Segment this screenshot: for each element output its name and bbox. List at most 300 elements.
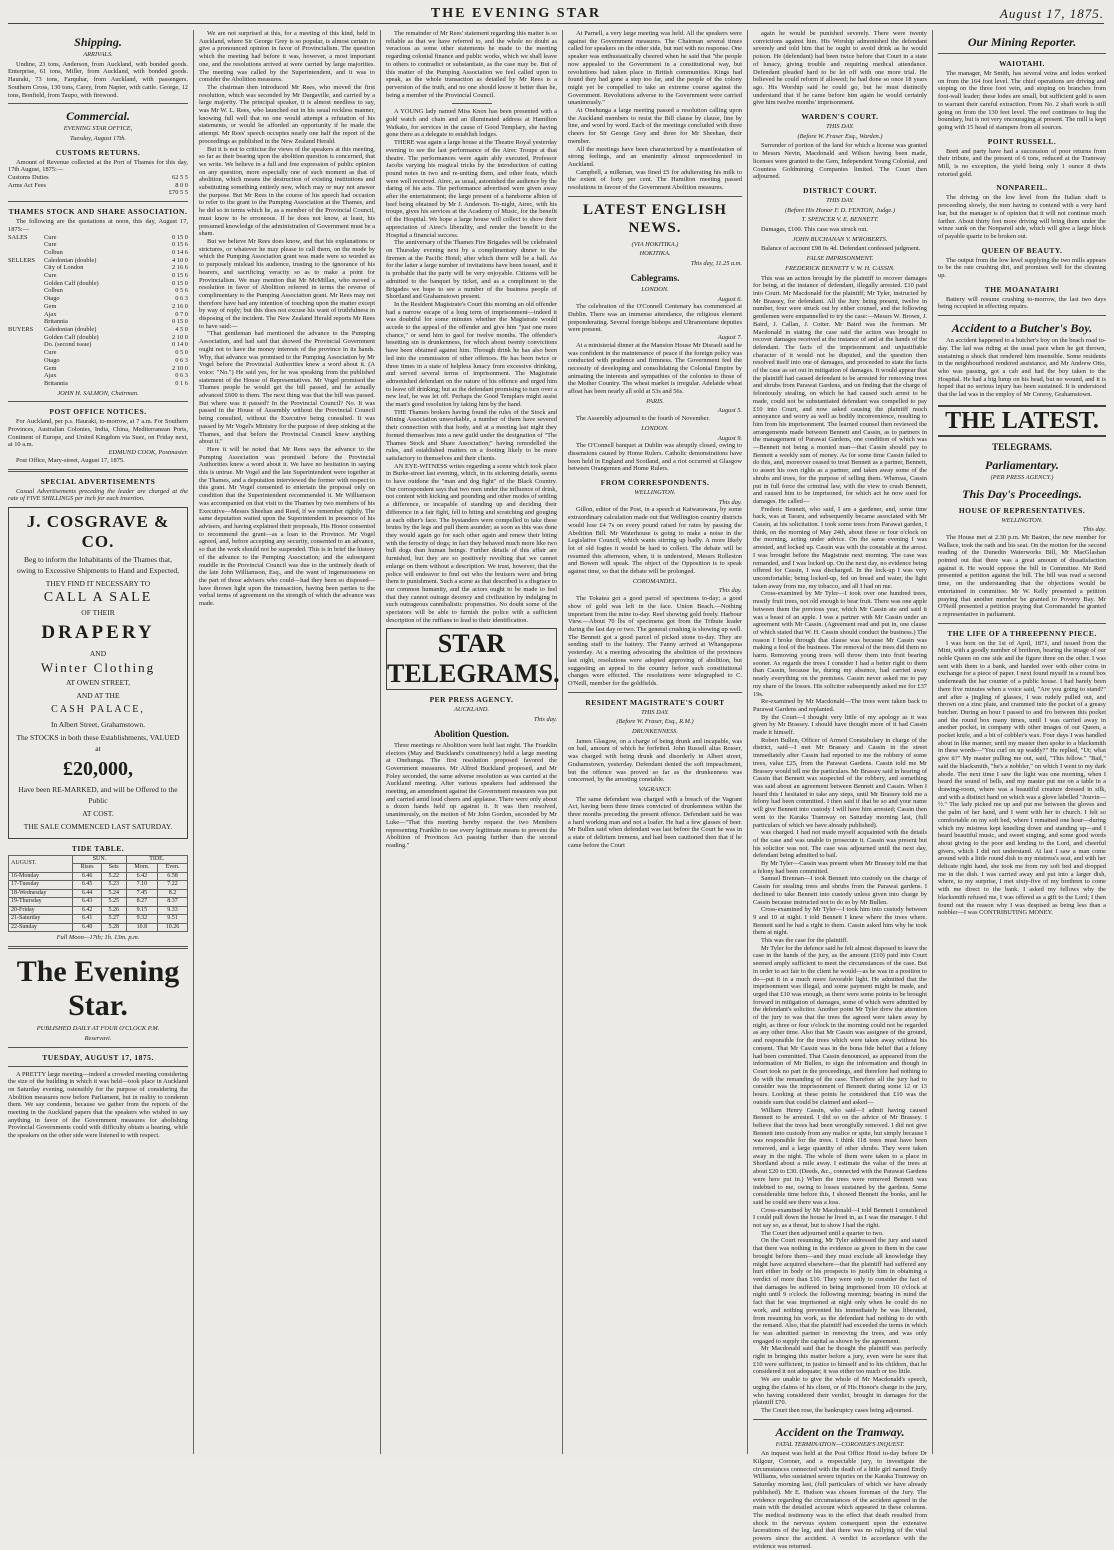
butcher-paragraph: An accident happened to a butcher's boy on the beach road to-day. The lad was riding at the usual pace when he got thrown, sustaining a shock that rendered him insensible. Some residents in the neighbourhood rendered assistance, and Mr Andrew Otto, who was passing, got a cab and had the boy taken to the Hospital. He had a big lump on his head, but no wound, and it is hoped that no serious injury has been sustained. It is understood that the lad was in the employ of Mr Conroy, Grahamstown. bbox=[938, 337, 1106, 399]
parliamentary-heading: Parliamentary. bbox=[985, 457, 1059, 472]
commercial-office: EVENING STAR OFFICE, bbox=[63, 125, 133, 133]
news-when: This day, 11.25 a.m. bbox=[690, 260, 742, 268]
court-paragraph: By the Court—I thought very little of my apology as it was given by Mr Brassey. I should have thought more of it had Cassin made it himself. bbox=[753, 713, 927, 737]
court-case: FREDERICK BENNETT V. W. H. CASSIN. bbox=[785, 264, 895, 272]
customs-value: 8 0 0 bbox=[175, 181, 188, 189]
mine-paragraph: The driving on the low level from the Italian shaft is proceeding slowly, the men having to contend with a very hard bar, but the manager is of opinion that it will not continue much farther. About thirty feet more driving will bring them under the winze sunk on the Nonpareil side, which will give a large block of payable quartz to be broken out. bbox=[938, 194, 1106, 240]
share-row bbox=[8, 341, 188, 349]
share-price: 0 15 0 bbox=[172, 318, 188, 326]
tide-cell: 8.27 bbox=[126, 898, 158, 907]
shipping-text: Undine, 23 tons, Anderson, from Auckland, with bonded goods. Enterprise, 61 tons, Miller, from Auckland, with bonded goods. Hauraki, 73 tons, Farquhar, from Auckland, with passengers. Southern Cross, 130 tons, Carey, from Napier, with cattle. George, 12 tons, Bonfield, from Taupo, with firewood. bbox=[8, 60, 188, 99]
divider bbox=[8, 401, 188, 402]
court-paragraph: Mr Macdonald said that he thought the plaintiff was perfectly right in bringing this matter before a jury, even were he sure that £10 were sufficient, in justice to himself and to his children, that he considered it not adequate; it was either too much or too little. bbox=[753, 1345, 927, 1376]
tide-cell: 17-Tuesday bbox=[9, 881, 73, 890]
commercial-date: Tuesday, August 17th. bbox=[70, 134, 126, 142]
court-paragraph: The Court then rose, the bankruptcy cases being adjourned. bbox=[761, 1406, 913, 1414]
tide-header: AUGUST. bbox=[9, 855, 73, 872]
news-place: HOKITIKA. bbox=[639, 250, 671, 258]
news-place: PARIS. bbox=[646, 397, 664, 405]
tide-header: Sets bbox=[101, 864, 126, 873]
leader-paragraph: The remainder of Mr Rees' statement regarding this matter is so reliable as that we have referred to, and the whole no doubt as veracious as some other statements he made to the meeting regarding colonial finance and public works, which we shall leave to others to contradict or substantiate, as the case may be. But of this matter of the Pumping Association we feel called upon to speak, as the whole transaction as detailed by Mr Rees is a perversion of the truth, and no one should know it better than he, being a member of the Provincial Council. bbox=[386, 30, 557, 99]
tide-row bbox=[9, 872, 188, 881]
court-paragraph: Mr Tyler for the defence said he felt almost disposed to leave the case in the hands of the jury, as the amount (£10) paid into Court seemed amply sufficient to meet the circumstances of the case. But in order to act fair to the client he would—as he was in a position to do—put it in a much more favorable light. He admitted that the imprisonment was illegal, and some payment might be made, and urged that £10 was enough, as there were some points to be brought forward in mitigation of damages, some of which were admitted by the defendant's solicitor. Another point Mr Tyler drew the attention of the jury to was that the trees the agreed were taken away by night, as three or four o'clock in the morning could not be regarded as any other time. Also that Mr Cassin was assignee of the ground, and responsible for the trees which were taken away without his consent. That Mr Cassin was in the bona fide belief that a felony had been committed. That Cassin denounced, as appeared from the information of Mr Bullen, to sign the information and though in Court took no part in the proceedings, and therefore had nothing to do with the remanding of the case. Therefore all the jury had to consider was the imprisonment of Bennett during some 12 or 13 hours. Looking at these points he considered that £10 was the outside sum that could be claimed and asked— bbox=[753, 944, 927, 1106]
ad-line: AND AT THE bbox=[76, 690, 120, 700]
divider bbox=[568, 196, 742, 197]
share-row bbox=[8, 303, 188, 311]
share-name: Colbun bbox=[44, 287, 63, 295]
share-group-label bbox=[8, 311, 44, 319]
resident-court-heading: RESIDENT MAGISTRATE'S COURT bbox=[585, 697, 725, 707]
share-group-label: SELLERS bbox=[8, 256, 35, 264]
tide-cell: 6.43 bbox=[73, 898, 102, 907]
news-place: WELLINGTON. bbox=[634, 489, 676, 497]
ad-line: Have been RE-MARKED, and will be Offered to the Public bbox=[18, 784, 178, 805]
threepenny-paragraph: I was born on the 1st of April, 1871, and issued from the Mint, with a goodly number of brethren, bearing the image of our noble Queen on one side and the figure three on the other. I was sent with them to a bank, and handed over with other coins in exchange for a piece of paper. I next found myself in a round box underneath the bar counter of a public house. I had barely been there five minutes when a voice said, "Are you going to stand?" and after a jingling of glasses, I was rudely pulled out, and thrown on a zinc plate, and crammed into the pocket of a greasy butcher. During an hour I passed to and fro between this pocket and the round box many times, until I was carried away in another pocket, in company with other images of our Queen, a pocket knife, and a bit of cobbler's wax. Four days I was handled about in like manner, until my master then spoke to a blacksmith in these words—"You curl on up waddy?" He replied, "Ut; what give it?" My master pulling me out, said, "This fellow." "Bail," said the blacksmith, "he's a nobbler," on which I went to my dark abode. The next time I saw the light was one morning, when I heard the sound of bells, and my master put me on a table in a drawing-room, where was a beautiful creature dressed in silk, and with a distinct band on which was a glove labelled "Jouvin—½." The lady picked me up and put me between the gloves and the palm of her hand, and I went with her to church. I felt so comfortable on my soft bed, where I remained one hour—during which my mistress kept kneeling down and standing up—and I heard beautiful music, and sweet singing, and some good words about giving to the poor and lending to the Lord, and cheerful givers, which I did not understand. At last I saw a man come around with a little round dish to my mistress's seat, and with her delicate right hand, she took me from my soft bed and dropped me in the dish. I was carried away and put into a larger dish, where, to my surprise, I met sixty-five of my brethren to come with me direct to the bank. I asked my fellows why the blacksmith refused me, I was offered as a gift to the Lord; I then found out the reason why I was despised as being less than a nobbler—I was CONTRIBUTING MONEY. bbox=[938, 639, 1106, 917]
court-paragraph: Balance of account £98 0s 4d. Defendant confessed judgment. bbox=[761, 245, 921, 253]
tide-row bbox=[9, 881, 188, 890]
news-date: August 5. bbox=[717, 407, 742, 415]
court-before: (Before His Honor F. D. FENTON, Judge.) bbox=[785, 206, 895, 214]
news-paragraph: At a ministerial dinner at the Mansion House Mr Disraeli said he was confident in the maintenance of peace if the foreign policy was conducted with prudence and firmness. The Government feel the necessity of developing and consolidating the Colonial Empire by animating the interests and sympathies of the colonies to those of the Mother Country. The wheat market is irregular. Adelaide wheat afloat has been nearly all sold at 53s and 56s. bbox=[568, 341, 742, 396]
telegram-when: This day. bbox=[533, 716, 557, 724]
share-group-label bbox=[8, 264, 44, 272]
news-when: This day. bbox=[718, 498, 742, 506]
share-group-label bbox=[8, 280, 44, 288]
post-office-place: Post Office, Mary-street, August 17, 1875. bbox=[16, 456, 125, 464]
share-group-label bbox=[8, 349, 44, 357]
leader-dateline: TUESDAY, AUGUST 17, 1875. bbox=[42, 1052, 154, 1062]
column-5 bbox=[753, 30, 927, 1550]
column-rule bbox=[747, 30, 748, 1454]
leader-paragraph: The chairman then introduced Mr Rees, who moved the first resolution, which was seconded by Mr Dargaville, and carried by a large majority. The principal speaker, it is almost needless to say, was Mr W. L. Rees, who launched out in his usual reckless manner, knowing full well that no one would attempt a refutation of his statements, or would be afforded an opportunity if he made the attempt. Mr Rees' speech occupies nearly one half the report of the proceedings as published in the New Zealand Herald. bbox=[199, 83, 375, 145]
news-paragraph: The Assembly adjourned to the fourth of November. bbox=[576, 415, 710, 423]
latest-english-news-heading: LATEST ENGLISH NEWS. bbox=[583, 201, 727, 236]
tide-cell: 6.45 bbox=[73, 881, 102, 890]
tide-cell: 6.40 bbox=[73, 923, 102, 932]
share-group-label bbox=[8, 380, 44, 388]
share-price: 0 6 3 bbox=[175, 295, 188, 303]
post-office-signed: EDMUND COOK, Postmaster. bbox=[108, 449, 188, 457]
customs-label: Arms Act Fees bbox=[8, 181, 46, 189]
court-paragraph: On the Court resuming, Mr Tyler addressed the jury and stated that there was nothing in the evidence as given to them in the case brought before them—and they must exclude all knowledge they might have acquired elsewhere—that the plaintiff had suffered any hurt either in body or his prospects to justify him in obtaining a verdict of more than £10. They were only to consider the fact of that damages be suffered in being imprisoned from 10 o'clock at night until 9 o'clock the following morning; bearing in mind the fact that he was imprisoned at night only when he could do no work, and nothing prevented his immediately be was liberated, from resuming his work, as the defendant had nothing to do with the remand. Also, that the plaintiff had exceeded the terms in which he was admitted partner in removing the trees, and was only engaged to supply the capital as shown by the agreement. bbox=[753, 1237, 927, 1345]
column-rule bbox=[932, 30, 933, 1454]
court-paragraph: By Mr Tyler—Cassin was present when Mr Brassey told me that a felony had been committed. bbox=[753, 860, 927, 875]
divider bbox=[8, 201, 188, 202]
share-row bbox=[8, 264, 188, 272]
ad-amount: £20,000, bbox=[63, 757, 133, 780]
local-item: AN EYE-WITNESS writes regarding a scene which took place in Burke-street last evening, which, in its sickening details, seems to have outdone the "man and dog fight" of the Black Country. Our correspondent says that two men under the influence of drink, not content with kicking and pounding and other modes of settling a difference, or incapable of standing up and deciding their difference in a fair fight, fell to biting and scratching and gouging at each other's face. The bystanders were compelled to take these brutes by the legs and pull them asunder; as soon as this was done they would again go for each other again and renew their biting with the ferocity of dogs; in fact they behaved much more like two bull dogs than human beings. Further details of this affair are furnished, but they are so positively revolting that we cannot enlarge on them without a description. We trust, however, that the police will endeavor to find out who the bruisers were and bring them to punishment. Such a scene as that described is a disgrace to our common humanity, and the actors ought to be made to feel that they cannot outrage decency and civilization by indulging in such outrageous cannibalistic propensities. No doubt some of the spectators will be able to furnish the police with a sufficient description of the ruffians to lead to their identification. bbox=[386, 462, 557, 624]
court-paragraph: again he would be punished severely. There were twenty convictions against him. His Worship admonished the defendant severely and told him that he ought to avoid drink as he would poison. He (defendant) had been twice before that Court in a state of lunacy, giving trouble and requiring medical attendance. Defendant pleaded hard to be let off with one more trial. He believed he could reform if allowed; he had done so once 18 years ago. His Worship said he could go, but he must distinctly understand that if he came before him again he would certainly give him twelve months' imprisonment. bbox=[753, 30, 927, 107]
share-price: 2 10 0 bbox=[172, 333, 188, 341]
news-paragraph: The celebration of the O'Connell Centenary has commenced at Dublin. There was an immense attendance, the religious element preponderating. Several foreign bishops and Ultramontane deputies were present. bbox=[568, 303, 742, 334]
ad-line: In Albert Street, Grahamstown. bbox=[51, 719, 145, 729]
share-group-label bbox=[8, 341, 44, 349]
customs-text: Amount of Revenue collected at the Port of Thames for this day, 17th August, 1875:— bbox=[8, 158, 188, 174]
cablegrams-heading: Cablegrams. bbox=[630, 272, 680, 283]
share-group-label: BUYERS bbox=[8, 325, 34, 333]
column-2 bbox=[199, 30, 375, 1454]
divider bbox=[938, 315, 1106, 316]
court-paragraph: Cross-examined by Mr Macdonald—I told Bennett I considered I could pull down the house he lived in, as I was the manager. I did not say so, as a threat, but to show I had the right. bbox=[753, 1206, 927, 1230]
tide-cell: 9.15 bbox=[126, 906, 158, 915]
court-paragraph: Cross-examined by Mr Tyler—I took him into custody between 9 and 10 at night. I told Bennett I knew where the trees where. Bennett said he had a right to them. Cassin asked him why he took them at night. bbox=[753, 906, 927, 937]
news-place: LONDON. bbox=[641, 285, 669, 293]
share-price: 0 5 0 bbox=[175, 349, 188, 357]
tide-cell: 6.58 bbox=[158, 872, 188, 881]
divider bbox=[8, 103, 188, 104]
court-paragraph: James Glasgow, on a charge of being drunk and incapable, was on bail, amount of which he forfeited. John Russell alias Rosser, was charged with being drunk and disorderly in Albert street, Grahamstown, yesterday. Defendant denied the soft impeachment, but the offence was proved so far as the drunkenness was concerned, by the arresting constable. bbox=[568, 737, 742, 784]
telegram-place: AUCKLAND. bbox=[454, 706, 489, 714]
telegram-paragraph: At Parnell, a very large meeting was held. All the speakers were against the Government measures. The Chairman several times called for speakers on the other side, but met with no response. One speaker was enthusiastically cheered when he said that "the people now appealed to the Government in a constitutional way, but revolutions had taken place in British communities. Kings had found they had gone a step too far, and the people of the colony might yet be compelled to take an extreme course against the Government. Revolutions adverse to the Government were carried unanimously." bbox=[568, 30, 742, 107]
customs-row bbox=[8, 174, 188, 182]
share-row bbox=[8, 280, 188, 288]
share-name: Golden Calf (double) bbox=[44, 279, 99, 287]
tram-accident-heading: Accident on the Tramway. bbox=[775, 1424, 905, 1439]
telegrams-heading: TELEGRAMS. bbox=[992, 441, 1052, 452]
court-paragraph: Re-examined by Mr Macdonald—The trees were taken back to Parawai Gardens and replanted. bbox=[753, 698, 927, 713]
nameplate-published: PUBLISHED DAILY AT FOUR O'CLOCK P.M. bbox=[36, 1025, 160, 1033]
ad-line: DRAPERY bbox=[41, 621, 155, 643]
divider bbox=[8, 1066, 188, 1067]
news-paragraph: Gillon, editor of the Post, in a speech at Kaiwarawara, by some extraordinary calculation made out that Wellington country districts would lose £4 7s on every pound raised for rates by passing the Abolition Bill. Mr Waterhouse is going to make a noise in the Legislative Council, which wants stirring up badly. A more likely lot of old fogies it would be hard to collect. The debate will be resumed this afternoon, when, it is understood, Messrs Rolleston and Bowen will speak. The object of the Opposition is to speak against time, so that the debate will be prolonged. bbox=[568, 506, 742, 576]
court-day: THIS DAY. bbox=[826, 196, 854, 204]
column-rule bbox=[193, 30, 194, 1454]
share-name: Golden Calf (double) bbox=[44, 333, 99, 341]
court-case: T. SPENCER V. E. BENNETT. bbox=[801, 216, 879, 224]
share-row bbox=[8, 334, 188, 342]
ad-line: CALL A SALE bbox=[43, 589, 153, 605]
share-row bbox=[8, 357, 188, 365]
share-row bbox=[8, 326, 188, 334]
share-price: 0 14 6 bbox=[172, 248, 188, 256]
ad-intro: Beg to inform the Inhabitants of the Thames that, owing to Excessive Shipments to Hand and Expected, bbox=[16, 554, 180, 575]
divider bbox=[938, 623, 1106, 624]
column-4 bbox=[568, 30, 742, 1454]
mine-paragraph: Brett and party have had a succession of poor returns from their tribute, and the present of 6 tons, reduced at the Tramway Mill, is no exception, the yield being only 1 ounce 8 dwts retorted gold. bbox=[938, 147, 1106, 178]
news-date: August 6. bbox=[717, 295, 742, 303]
court-paragraph: Damages, £100. This case was struck out. bbox=[761, 226, 868, 234]
share-row bbox=[8, 249, 188, 257]
house-heading: HOUSE OF REPRESENTATIVES. bbox=[958, 505, 1086, 515]
special-ads-note: Casual Advertisements preceding the leader are charged at the rate of FIVE SHILLINGS per inch for each insertion. bbox=[8, 487, 188, 503]
share-group-label: SALES bbox=[8, 233, 28, 241]
share-name: Caledonian (double) bbox=[44, 256, 97, 264]
mine-heading: NONPAREIL. bbox=[996, 183, 1048, 193]
news-via: (VIA HOKITIKA.) bbox=[631, 240, 679, 248]
mine-heading: WAIOTAHI. bbox=[999, 59, 1045, 68]
local-item: The anniversary of the Thames Fire Brigades will be celebrated on Thursday evening next by a complimentary dinner to the firemen at the Pacific Hotel; after which there will be a ball. As for the latter a large number of invitations have been issued, and it is probable that the party will be very enjoyable. Citizens will be admitted to the banquet by ticket, and as a compliment to the Brigades we hope to see a number of the business people of Shortland and Grahamstown present. bbox=[386, 239, 557, 301]
share-row bbox=[8, 349, 188, 357]
share-price: 2 10 0 bbox=[172, 364, 188, 372]
telegram-paragraph: Campbell, a milkman, was fined £5 for adulterating his milk to the extent of forty per cent. The Hamilton meeting passed resolutions in favour of the Government Abolition measures. bbox=[568, 168, 742, 192]
mine-heading: POINT RUSSELL. bbox=[987, 136, 1057, 146]
leader-paragraph: A PRETTY large meeting—indeed a crowded meeting considering the size of the building in which it was held—took place in Auckland on Saturday evening, ostensibly for the purpose of considering the Abolition measures now before Parliament, but in reality to condemn them. We say condemn, because we gather from the reports of the meeting in the Auckland papers that the speakers who wished to say anything in favor of the Government measures for abolishing Provincial Governments could with difficulty obtain a hearing, while the speakers on the other side were listened to with respect. bbox=[8, 1070, 188, 1140]
ad-line: OF THEIR bbox=[81, 607, 115, 617]
masthead-date: August 17, 1875. bbox=[999, 5, 1104, 21]
masthead bbox=[8, 4, 1104, 24]
divider bbox=[452, 103, 492, 104]
abolition-heading: Abolition Question. bbox=[433, 728, 509, 739]
ad-line: AT COST. bbox=[82, 808, 114, 818]
leader-paragraph: "That gentleman had mentioned the advance to the Pumping Association, and had said that showed the Provincial Government ought not to have the money interests of the province in its hands. Why, that advance was promised to the Pumping Association by Mr Vogel before the Provincial Authorities knew a word about it. (A voice: "No.") He said yes, for he was speaking from the published statement of the House of Representatives. Mr Vogel promised the Thames people he would get the bill passed, and he actually advanced £600 to them. The next thing was that the bill was passed. But where was it passed? In the Provincial Council? No. It was passed in the House of Assembly without the Provincial Council being consulted, without the Executive being consulted. It was passed by Mr Vogel's Ministry for the purpose of deep sinking at the Thames, and that before the Provincial Council knew anything about it." bbox=[199, 330, 375, 446]
court-paragraph: The same defendant was charged with a breach of the Vagrant Act, having been three times convicted of drunkenness within the three months preceding the present offence. Defendant said he was a hard working man and not a loafer. He had a few glasses of beer. Mr Bullen said when defendant was last before the Court he was in a state of delirium tremens, and had been cautioned then that if he came before the Court bbox=[568, 795, 742, 849]
tide-cell: 8.2 bbox=[158, 889, 188, 898]
tide-cell: 5.28 bbox=[101, 923, 126, 932]
share-name: Caledonian (double) bbox=[44, 325, 97, 333]
news-place: LONDON. bbox=[641, 424, 669, 432]
wardens-court-heading: WARDEN'S COURT. bbox=[801, 112, 879, 122]
share-row bbox=[8, 234, 188, 242]
leader-paragraph: But it is not to criticise the views of the speakers at this meeting, so far as their bearing upon the abolition question is concerned, that we write. We believe in a full and free expression of public opinion on any question, more especially one of such moment as that of abolition, which means the destruction of existing institutions and substituting something entirely new, which may or may not answer the purpose. But Mr Rees in the course of his speech had occasion to refer to the grant to the Pumping Association at the Thames, and he did so in terms which he, as a member of the Provincial Council, must know to be erroneous. If he does not know, at least, his presumed knowledge of the administration of Government must be a sham. bbox=[199, 145, 375, 238]
divider bbox=[753, 1419, 927, 1420]
tide-cell: 5.27 bbox=[101, 915, 126, 924]
leader-paragraph: Here it will be noted that Mr Rees says the advance to the Pumping Association was promised before the Provincial Authorities knew a word about it. We have no hesitation in saying this is untrue. Mr Vogel and the late Superintendent were together at the Thames, and a deputation interviewed the former with respect to this grant. Mr Vogel consented to entertain the proposal only on condition that the Superintendent recommended it. Mr Williamson was accompanied on that visit to the Thames by two members of his Executive—Messrs Sheehan and Reed, if we remember rightly. The same deputation waited upon the Superintendent in presence of his advisers, and having explained their proposals, His Honor consented to recommend the grant—as a loan to the Province. Mr Vogel agreed, and, before accepting any security, consented to an advance, so that the work should not be suspended. This is in brief the history of the advance to the Pumping Association; and the subsequent muddle in the Provincial Council was due to the untimely death of the late John Williamson, Esq., and the want of ingenuousness on the part of those advisers who could—had they been so disposed—have thrown light upon the transaction, having been parties to the verbal terms of agreement on the strength of which the advance was made. bbox=[199, 445, 375, 608]
local-item: THERE was again a large house at the Theatre Royal yesterday evening to see the last performance of the Airec Troupe at that theatre. The performances were again ably executed, Professor Jacobs varying his magical tricks by the introduction of cutting pound notes in two and re-uniting them, and other feats, which were well received. Airec, as usual, astonished the audience by the daring of his acts. The performance advertised were given away after the entertainment; the large present of a handsome albion of beef being obtained by Mr J. Anderson. To-night, Airec, with his troupe, gives his services at the Academy of Music, for the benefit of the Hospital. We hope a large house will collect to show their appreciation of Airec's liberality, and render the benefit to the Hospital a financial success. bbox=[386, 139, 557, 239]
tide-cell: 9.32 bbox=[126, 915, 158, 924]
share-group-label bbox=[8, 303, 44, 311]
news-date: August 9. bbox=[717, 434, 742, 442]
correspondents-heading: FROM CORRESPONDENTS. bbox=[600, 478, 710, 488]
divider bbox=[8, 469, 188, 472]
tide-row bbox=[9, 915, 188, 924]
share-name: Gem bbox=[44, 302, 57, 310]
share-row bbox=[8, 318, 188, 326]
tide-cell: 6.44 bbox=[73, 889, 102, 898]
share-name: Britannia bbox=[44, 379, 68, 387]
share-row bbox=[8, 257, 188, 265]
court-paragraph: Samuel Brennan—I took Bennett into custody on the charge of Cassin for stealing trees and shrubs from the Parawai gardens. I declined to take Bennett into custody unless given into charge by Cassin because instructed not to do so by Mr Bullen. bbox=[753, 875, 927, 906]
tide-cell: 21-Saturday bbox=[9, 915, 73, 924]
court-before: (Before W. Fraser, Esq., R.M.) bbox=[616, 718, 694, 726]
tide-group: SUN. bbox=[73, 855, 126, 864]
share-group-label bbox=[8, 295, 44, 303]
tide-heading: TIDE TABLE. bbox=[71, 843, 125, 853]
press-agency: (PER PRESS AGENCY.) bbox=[990, 473, 1054, 481]
shipping-heading: Shipping. bbox=[74, 35, 122, 49]
share-name: Cure bbox=[44, 272, 57, 280]
news-when: This day. bbox=[718, 587, 742, 595]
column-1 bbox=[8, 30, 188, 1454]
tide-cell: 5.25 bbox=[101, 898, 126, 907]
tide-group: TIDE. bbox=[126, 855, 187, 864]
court-case: FALSE IMPRISONMENT. bbox=[806, 255, 874, 263]
share-intro: The following are the quotations at noon, this day, August 17, 1875:— bbox=[8, 218, 188, 233]
court-paragraph: was charged. I had not made myself acquainted with the details of the case and was unable to prosecute it. Cassin was present but his solicitor was not. The case was adjourned until the next day, defendant being admitted to bail. bbox=[753, 829, 927, 860]
divider bbox=[568, 692, 742, 693]
share-group-label bbox=[8, 334, 44, 342]
tide-row bbox=[9, 923, 188, 932]
court-paragraph: We are unable to give the whole of Mr Macdonald's speech, urging the claims of his client, or of His Honor's charge to the jury, who having considered their verdict, brought in damages for the plaintiff £70. bbox=[753, 1376, 927, 1407]
share-group-label bbox=[8, 365, 44, 373]
tide-cell: 8.37 bbox=[158, 898, 188, 907]
tide-cell: 20-Friday bbox=[9, 906, 73, 915]
tide-row bbox=[9, 906, 188, 915]
column-3 bbox=[386, 30, 560, 1454]
nameplate-reserved: Reservavi. bbox=[84, 1034, 112, 1042]
press-agency: PER PRESS AGENCY. bbox=[429, 695, 514, 705]
tide-cell: 5.22 bbox=[101, 872, 126, 881]
local-item: In the Resident Magistrate's Court this morning an old offender had a narrow escape of a long term of imprisonment—indeed it was doubtful for some minutes whether the Magistrate would accede to the appeal of the offender and give him "just one more chance," or send him to gaol for twelve months. The offender's besetting sin is drunkenness, for which about twenty convictions have been obtained against him. Through drink he has also been led into the commission of other offences. He has been twice or three times in a state of helpless lunacy from excessive drinking, and served several terms of imprisonment. The Magistrate admonished defendant on the nature of his offence and urged him to leave off drinking; but as the defendant promising to turn over a new leaf, he was let off. Perhaps the Good Templars might assist the man's good resolution by taking him by the hand. bbox=[386, 300, 557, 409]
tide-header: Rises bbox=[73, 864, 102, 873]
share-signed: JOHN H. SALMON, Chairman. bbox=[57, 389, 139, 397]
share-price: 0 6 3 bbox=[175, 356, 188, 364]
ad-line: THEY FIND IT NECESSARY TO bbox=[45, 578, 151, 588]
court-day: THIS DAY. bbox=[641, 708, 669, 716]
mine-heading: QUEEN OF BEAUTY. bbox=[981, 245, 1063, 255]
share-heading: THAMES STOCK AND SHARE ASSOCIATION. bbox=[8, 207, 188, 217]
share-price: 2 16 0 bbox=[172, 302, 188, 310]
threepenny-heading: THE LIFE OF A THREEPENNY PIECE. bbox=[947, 628, 1097, 638]
tide-cell: 9.33 bbox=[158, 906, 188, 915]
butcher-accident-heading: Accident to a Butcher's Boy. bbox=[951, 321, 1093, 336]
leader-paragraph: We are not surprised at this, for a meeting of this kind, held in Auckland, where Sir George Grey is so popular, is almost certain to give a pronounced opinion in favor of Provincialism. The question which the meeting had before it was, however, a most important one, and the resolutions arrived at were carried by large majorities. The meeting was called by the Superintendent, and it was to consider the Abolition measures. bbox=[199, 30, 375, 84]
leader-paragraph: But we believe Mr Rees does know, and that his explanations or strictures, or whatever he may please to call them, on the mode by which the Pumping Association grant was made were so worded as to purposely mislead his audience, trusting to the ignorance of his hearers, and sacrificing veracity so as to make a point for Provincialism. We may mention that Mr McMillan, who moved a resolution in favor of Abolition referred in terms the reverse of complimentary to the Pumping Association grant. Mr Rees may not therefore have had any intention of touching upon the matter except by way of reply; but this does not excuse his want of truthfulness in disposing of the incident. The New Zealand Herald reports Mr Rees to have said:— bbox=[199, 237, 375, 330]
news-paragraph: The O'Connell banquet at Dublin was abruptly closed, owing to dissensions caused by Home Rulers. Catholic demonstrations have been held in England and Scotland, and a riot occurred at Glasgow between Orangemen and Home Rulers. bbox=[568, 442, 742, 473]
ad-line: AT OWEN STREET, bbox=[65, 677, 131, 687]
the-latest-heading: THE LATEST. bbox=[938, 405, 1106, 437]
tide-cell: 22-Sunday bbox=[9, 923, 73, 932]
local-item: A YOUNG lady named Miss Knox has been presented with a gold watch and chain and an illuminated address at Hamilton Waikato, for services in the cause of Good Templary, she having gone there as a delegate to establish lodges. bbox=[386, 108, 557, 139]
cosgrave-advertisement bbox=[8, 507, 188, 839]
share-group-label bbox=[8, 241, 44, 249]
tide-cell: 7.45 bbox=[126, 889, 158, 898]
nameplate: The Evening Star. bbox=[16, 955, 180, 1023]
customs-total: £70 5 5 bbox=[168, 189, 188, 197]
ad-firm-name: J. COSGRAVE & CO. bbox=[26, 511, 170, 551]
share-name: Colbun bbox=[44, 248, 63, 256]
district-court-heading: DISTRICT COURT. bbox=[803, 185, 877, 195]
news-when: This day. bbox=[1082, 526, 1106, 534]
news-date: August 7. bbox=[717, 334, 742, 342]
tide-cell: 18-Wednesday bbox=[9, 889, 73, 898]
column-6 bbox=[938, 30, 1106, 1454]
share-row bbox=[8, 365, 188, 373]
masthead-title: THE EVENING STAR bbox=[430, 5, 602, 21]
court-paragraph: The Court then adjourned until a quarter to two. bbox=[761, 1229, 884, 1237]
news-paragraph: The Tokatea got a good parcel of specimens to-day; a good show of gold was left in the face. Union Beach.—Nothing important from the mine to-day. Reef showing gold freely. Harbour View.—About 70 lbs of specimens got from the Tribute leader during the last day or two. The general crushing is showing up well. The Bennett got a good parcel of picked stone to-day. They are sending stuff to the battery. The Fanny arrived at Whangapoua yesterday. At a meeting advocating the abolition of the provinces last night, resolutions were adopted approving of abolition, but suggesting an appeal to the country before such constitutional changes were effected. The resolutions were telegraphed to C. O'Neill, member for the goldfields. bbox=[568, 595, 742, 687]
mining-reporter-heading: Our Mining Reporter. bbox=[967, 35, 1077, 49]
share-row bbox=[8, 295, 188, 303]
news-place: WELLINGTON. bbox=[1001, 516, 1043, 524]
share-row bbox=[8, 311, 188, 319]
share-name: Do. (second issue) bbox=[44, 341, 92, 349]
tide-cell: 19-Thursday bbox=[9, 898, 73, 907]
court-paragraph: This was the case for the plaintiff. bbox=[761, 937, 849, 945]
tide-cell: 7.22 bbox=[158, 881, 188, 890]
tide-cell: 10.8 bbox=[126, 923, 158, 932]
share-price: 2 16 6 bbox=[172, 264, 188, 272]
customs-value: 62 5 5 bbox=[172, 174, 188, 182]
share-price: 0 15 0 bbox=[172, 233, 188, 241]
tide-cell: 5.26 bbox=[101, 906, 126, 915]
shipping-subheading: ARRIVALS. bbox=[83, 51, 113, 58]
ad-line: Winter Clothing bbox=[40, 659, 156, 675]
court-paragraph: Frederic Bennett, who said, I am a gardener, and, some time back, was at Tararu, and subsequently became associated with Mr Cassin, at his solicitation. I took some trees from Parawai garden, I think, on the morning of May 24th, about three or four o'clock on the morning, acting under advice. On the same evening I was arrested, and locked up. Cassin was with the constable at the arrest. I was brought before the Magistrate next morning. The case was remanded, and I was locked up. On the next day, no evidence being offered for Cassin, I was discharged. In the lock-up I was very uncomfortable; being locked-up, fed on bread and water, the light taken away from me, my tobacco, and all I had on me. bbox=[753, 505, 927, 590]
tide-cell: 6.42 bbox=[126, 872, 158, 881]
court-case: JOHN BUCHANAN V. M'ROBERTS. bbox=[792, 235, 888, 243]
share-name: Otago bbox=[44, 295, 60, 303]
tide-moon: Full Moon—17th; 1h. 13m. p.m. bbox=[56, 934, 140, 942]
customs-heading: CUSTOMS RETURNS. bbox=[55, 147, 141, 157]
share-group-label bbox=[8, 372, 44, 380]
tide-header: Even. bbox=[158, 864, 188, 873]
divider bbox=[938, 53, 1106, 54]
mine-paragraph: The manager, Mr Smith, has several veins and lodes worked on from the 164 foot level. The chief operations are driving and stoping on the three foot vein, and stoping on branches from foot-wall leader; these lodes are small, but sufficient gold is seen to warrant their careful extraction. From No. 2 shaft work is still going on from the 130 feet level. The reef continues to hug the boundary, but is not very encouraging at present. The mill is kept going with 15 head of stampers from all sources. bbox=[938, 70, 1106, 131]
share-group-label bbox=[8, 318, 44, 326]
share-group-label bbox=[8, 287, 44, 295]
share-price: 0 7 0 bbox=[175, 310, 188, 318]
share-price: 0 5 6 bbox=[175, 287, 188, 295]
share-row bbox=[8, 372, 188, 380]
column-rule bbox=[562, 30, 563, 1454]
customs-label: Customs Duties bbox=[8, 174, 49, 182]
tide-cell: 5.23 bbox=[101, 881, 126, 890]
share-price: 0 6 3 bbox=[175, 372, 188, 380]
court-subheading: DRUNKENNESS. bbox=[632, 728, 678, 736]
court-paragraph: Surrender of portion of the land for which a license was granted to Messrs Nevin, Macdonald and Wilson having been made, licenses were granted to the Gem, Independent Young Colonial, and Countess Goldmining Companies limited. The Court then adjourned. bbox=[753, 142, 927, 181]
post-office-text: For Auckland, per p.s. Hauraki, to-morrow, at 7 a.m. For Southern Provinces, Australian Colonies, India, China, Mediterranean Ports, Continent of Europe, and United Kingdom via Suez, on Friday next, at 10 a.m. bbox=[8, 418, 188, 449]
tide-cell: 5.24 bbox=[101, 889, 126, 898]
share-group-label bbox=[8, 357, 44, 365]
court-paragraph: Robert Bullen, Officer of Armed Constabulary in charge of the district, said—I met Mr Brassey and Cassin in the street immediately after Cassin had reported to me the robbery of some trees, value £25, from the Parawai Gardens. Cassin told me Mr Brassey would tell me the particulars. Mr Brassey said in hearing of Cassin that Bennett was suspected of the robbery, and something was said about an agreement between Bennett and Cassin. When I heard this I hesitated to take any steps, until Mr Brassey told me a felony had been committed. I then said if that be so and your name will give Bennett into custody I will have him arrested; Cassin then went to the Karaka Tramway on Saturday morning last, (full particulars of which we have already published). bbox=[753, 736, 927, 829]
tide-cell: 16-Monday bbox=[9, 872, 73, 881]
share-name: Ajax bbox=[44, 372, 57, 380]
share-name: Ajax bbox=[44, 310, 57, 318]
divider bbox=[8, 946, 188, 949]
house-paragraph: The House met at 2.30 p.m. Mr Baston, the new member for Wallace, took the oath and his seat. On the motion for the second reading of the Dunedin Waterworks Bill, Mr MacGlashan pointed out that there was a great amount of dissatisfaction against it. He would oppose the bill in Committee. Mr Reid presented a petition against the bill. The bill was read a second time, on the understanding that the objections would be entertained in committee. Mr W. Kelly presented a petition praying that another member be granted to Poverty Bay. Mr O'Neill presented a petition praying that Coromandel be granted a representative in parliament. bbox=[938, 533, 1106, 618]
share-row bbox=[8, 272, 188, 280]
share-group-label bbox=[8, 249, 44, 257]
share-row bbox=[8, 241, 188, 249]
news-place: COROMANDEL. bbox=[632, 577, 678, 585]
tide-cell: 6.41 bbox=[73, 915, 102, 924]
tide-header: Morn. bbox=[126, 864, 158, 873]
mine-paragraph: Battery will resume crushing to-morrow, the last two days being occupied in effecting repairs. bbox=[938, 295, 1106, 311]
share-price: 4 10 0 bbox=[172, 256, 188, 264]
ad-line: THE SALE COMMENCED LAST SATURDAY. bbox=[23, 821, 173, 831]
share-name: City of London bbox=[44, 264, 84, 272]
star-telegrams-heading: STAR TELEGRAMS. bbox=[387, 629, 560, 689]
share-group-label bbox=[8, 272, 44, 280]
share-price: 0 15 6 bbox=[172, 272, 188, 280]
tide-cell: 6.46 bbox=[73, 872, 102, 881]
share-price: 0 14 0 bbox=[172, 341, 188, 349]
share-name: Cure bbox=[44, 233, 57, 241]
telegram-paragraph: Three meetings re Abolition were held last night. The Franklin electors (May and Buckland's constituency) held a large meeting at Onehunga. The first resolution proposed favored the Government measures. Mr Alfred Buckland proposed, and Mr Foley seconded, the same adverse resolution as was carried at the Auckland meeting. After various speakers had addressed the meeting, an amendment against the Government measures was put and carried amid loud cheers and applause. There were only about a dozen hands held up against it. It was then resolved, unanimously, on the motion of Mr John Gordon, seconded by Mr Luke—"That this meeting hereby request the two Members representing Franklin to use every legitimate means to prevent the Abolition of Provinces Act passing further than the second reading." bbox=[386, 741, 557, 849]
telegram-paragraph: At Onehunga a large meeting passed a resolution calling upon the Auckland members to resist the Bill clause by clause, line by line, and word by word. Each of the meetings concluded with three cheers for Sir George Grey and three for Mr Sheehan, their member. bbox=[568, 107, 742, 145]
mine-heading: THE MOANATAIRI bbox=[984, 284, 1060, 294]
share-name: Otago bbox=[44, 356, 60, 364]
tide-table bbox=[8, 855, 188, 933]
ad-line: CASH PALACE, bbox=[51, 703, 145, 715]
court-subheading: VAGRANCY. bbox=[638, 785, 672, 793]
tram-paragraph: An inquest was held at the Post Office Hotel to-day before Dr Kilgour, Coroner, and a respectable jury, to investigate the circumstances connected with the death of a little girl named Emily Williams, who sustained severe injuries on the Karaka Tramway on Saturday morning last, (full particulars of which we have already published). Mr E. Hudson was chosen foreman of the Jury. The evidence regarding the circumstances of the accident agreed in the main with the detailed account which appeared in these columns. The medical testimony was to the effect that death resulted from shock to the nervous system consequent upon the extensive lacerations of the leg, and that there was no rallying of the vital powers since the accident. A verdict in accordance with the evidence was returned. bbox=[753, 1450, 927, 1550]
tide-cell: 9.51 bbox=[158, 915, 188, 924]
share-row bbox=[8, 287, 188, 295]
court-paragraph: This was an action brought by the plaintiff to recover damages for being, at the instance of defendant, illegally arrested. £10 paid into Court. Mr Macdonald for the plaintiff; Mr Tyler, instructed by Mr Brassey, for defendant. All the Jury being present, twelve in number, four were struck out by either counsel, and the following gentlemen were empannelled to try the case:—Messrs W. Brown, J. Baird, J. Callan, J. Cotter. Mr Baird was the foreman. Mr Macdonald in stating the case said the action was brought to recover damages received at the instance of and at the hands of the defendant. The facts of the imprisonment and unjustifiable character of it would not be disputed, and the question then resolved itself into one of damages, and proceeded to state the facts of the case as set out in mitigation of damages. It would appear that the plaintiff had caused defendant to be arrested for removing trees and shrubs from Parawai Gardens, and on finding that the charge of feloniously stealing, on which he had caused such arrest to be made, could not be substantiated defendant was compelled to pay £10 into Court, and now asked causing the plaintiff much annoyance and worry as well as bodily inconvenience, resulting to him from his imprisonment. The learned counsel then reviewed the arrangements made between Bennett and Cassin, as to partners in the management of Parawai Gardens, one condition of which was—Bennett not being a monied man—that Cassin should pay to Bennett a weekly sum of money. As for some time Cassin failed to do this, and, moreover ceased to treat Bennett as a partner, Bennett, to assert his own rights as a partner, and taken away some of the shrubs and trees, for the purpose of selling them. Whereas, Cassin put in full force the criminal law, with the view to crush Bennett, and caused him to be imprisoned, for which act he now sued for damages. He called— bbox=[753, 274, 927, 505]
ad-line: The STOCKS in both these Establishments, VALUED at bbox=[16, 732, 180, 753]
share-name: Britannia bbox=[44, 318, 68, 326]
ad-line: AND bbox=[89, 648, 107, 658]
divider bbox=[8, 1047, 188, 1048]
proceedings-heading: This Day's Proceedings. bbox=[962, 486, 1082, 501]
tide-body bbox=[9, 872, 188, 932]
court-paragraph: William Henry Cassin, who said—I admit having caused Bennett to be arrested. I did so on the advice of Mr Brassey. I believe that the trees had been wrongfully removed. I did not give Bennett into custody from any malice or spite, but simply because I was responsible for the trees. I think 118 trees must have been removed, and a large quantity of other shrubs. They were taken away in the night. The whole of them were taken to a place in Shortland about a mile away. I estimate the value of the trees at about £20 to £30. (Deeds, &c., connected with the Parawai Gardens were here put in.) When the trees were removed Bennett was indebted to me, owing to losses sustained by the gardens. Some considerable time before this, I showed Bennett the books, and he said he could see there was a loss. bbox=[753, 1106, 927, 1206]
post-office-heading: POST OFFICE NOTICES. bbox=[49, 407, 147, 417]
share-name: Cure bbox=[44, 349, 57, 357]
court-paragraph: Cross-examined by Mr Tyler—I took over one hundred trees, mostly fruit trees, not old enough to bear fruit. There was one apple between them the previous year, which Mr Cassin ate and said it was a beast of an apple. I was a partner with Mr Cassin under an agreement with Mr Cassin. (Agreement read and put in, one clause of which stated that W. H. Cassin should conduct the business.) The reason I broke through that clause was because Mr Cassin was making a fool of the business. The removal of the trees did them no harm. Removing young trees will throw them into fruit bearing sooner. As regards the trees I consider I had a better right to them than Cassin, because he, during my absence, had carried away nearly everything on the premises. Cassin never asked me to pay my share of the losses. His solicitor subsequently asked me for £37 19s. bbox=[753, 590, 927, 698]
tram-subheading: FATAL TERMINATION—CORONER'S INQUEST. bbox=[775, 1440, 905, 1448]
